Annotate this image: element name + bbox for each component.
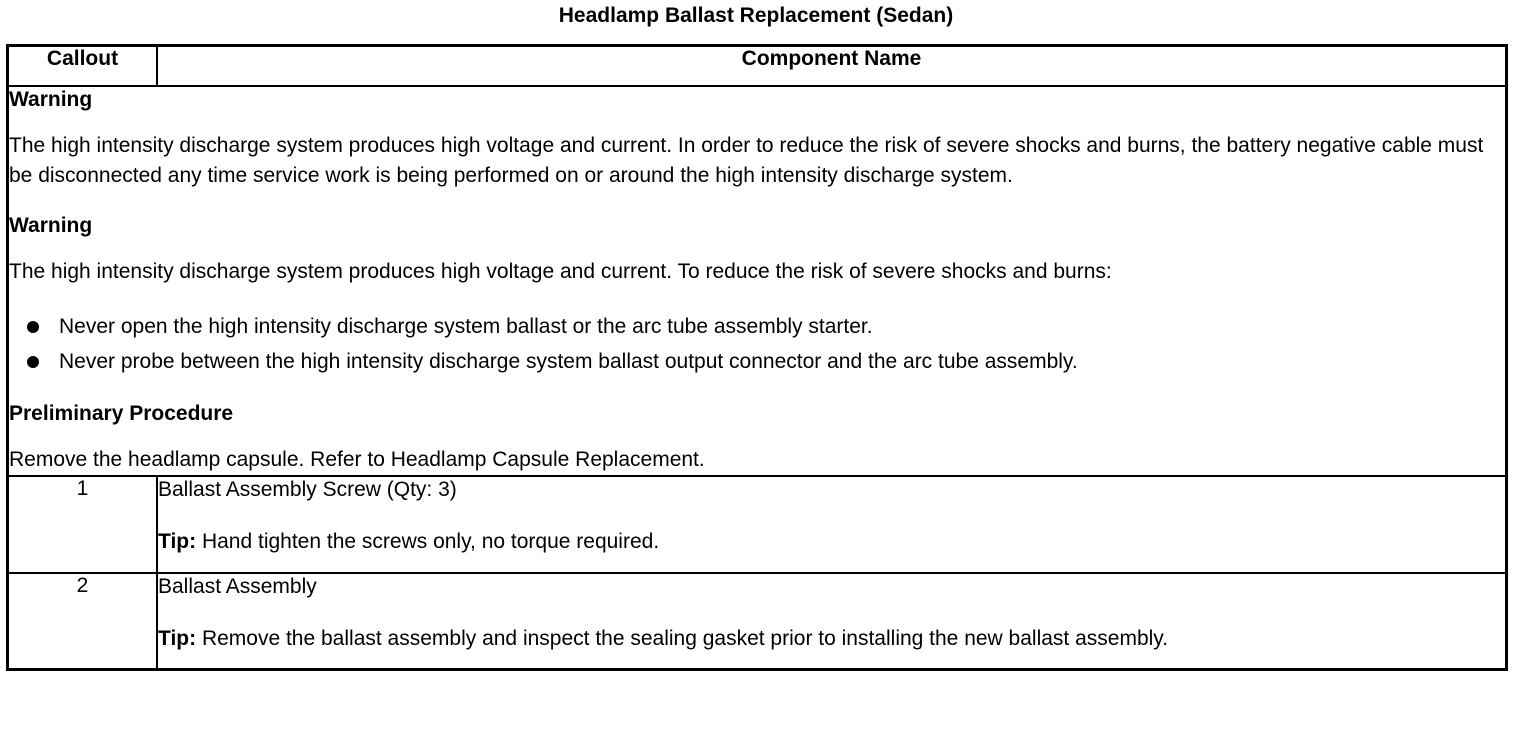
table-row bbox=[8, 476, 1507, 573]
callout-column-header: Callout bbox=[8, 46, 158, 87]
intro-cell bbox=[8, 86, 1507, 476]
bullet-icon bbox=[27, 356, 39, 368]
bullet-icon bbox=[27, 321, 39, 333]
component-cell bbox=[157, 573, 1507, 669]
preliminary-procedure-text: Remove the headlamp capsule. Refer to Headlamp Capsule Replacement. bbox=[9, 448, 705, 471]
intro-row bbox=[8, 86, 1507, 476]
tip-label: Tip: bbox=[158, 627, 197, 650]
component-cell bbox=[157, 476, 1507, 573]
callout-number: 2 bbox=[8, 573, 158, 669]
page-title: Headlamp Ballast Replacement (Sedan) bbox=[558, 4, 954, 27]
warning-text-1: The high intensity discharge system produces high voltage and current. In order to reduce the risk of severe shocks and burns, the battery negative cable must be disconnected any time service work is being performed on or around the high intensity discharge system. bbox=[9, 134, 1484, 187]
tip-line bbox=[158, 626, 1505, 652]
warning-text-2: The high intensity discharge system produces high voltage and current. To reduce the risk of severe shocks and burns: bbox=[9, 260, 1112, 283]
callout-number: 1 bbox=[8, 476, 158, 573]
tip-line bbox=[158, 529, 1505, 555]
component-name: Ballast Assembly Screw (Qty: 3) bbox=[158, 478, 457, 501]
component-name-column-header: Component Name bbox=[157, 46, 1507, 87]
warning-bullet-list bbox=[9, 309, 1505, 379]
warning-bullet-text: Never probe between the high intensity discharge system ballast output connector and the arc tube assembly. bbox=[59, 350, 1078, 373]
tip-text: Remove the ballast assembly and inspect the sealing gasket prior to installing the new ballast assembly. bbox=[196, 627, 1169, 650]
tip-label: Tip: bbox=[158, 530, 197, 553]
preliminary-procedure-heading: Preliminary Procedure bbox=[9, 402, 234, 425]
component-name: Ballast Assembly bbox=[158, 575, 317, 598]
tip-text: Hand tighten the screws only, no torque required. bbox=[196, 530, 660, 553]
header-row bbox=[8, 46, 1507, 87]
warning-bullet-item bbox=[9, 344, 1505, 379]
warning-heading-1: Warning bbox=[9, 88, 93, 111]
procedure-table bbox=[6, 44, 1508, 671]
warning-heading-2: Warning bbox=[9, 214, 93, 237]
warning-bullet-item bbox=[9, 309, 1505, 344]
warning-bullet-text: Never open the high intensity discharge system ballast or the arc tube assembly starter. bbox=[59, 315, 873, 338]
table-row bbox=[8, 573, 1507, 669]
